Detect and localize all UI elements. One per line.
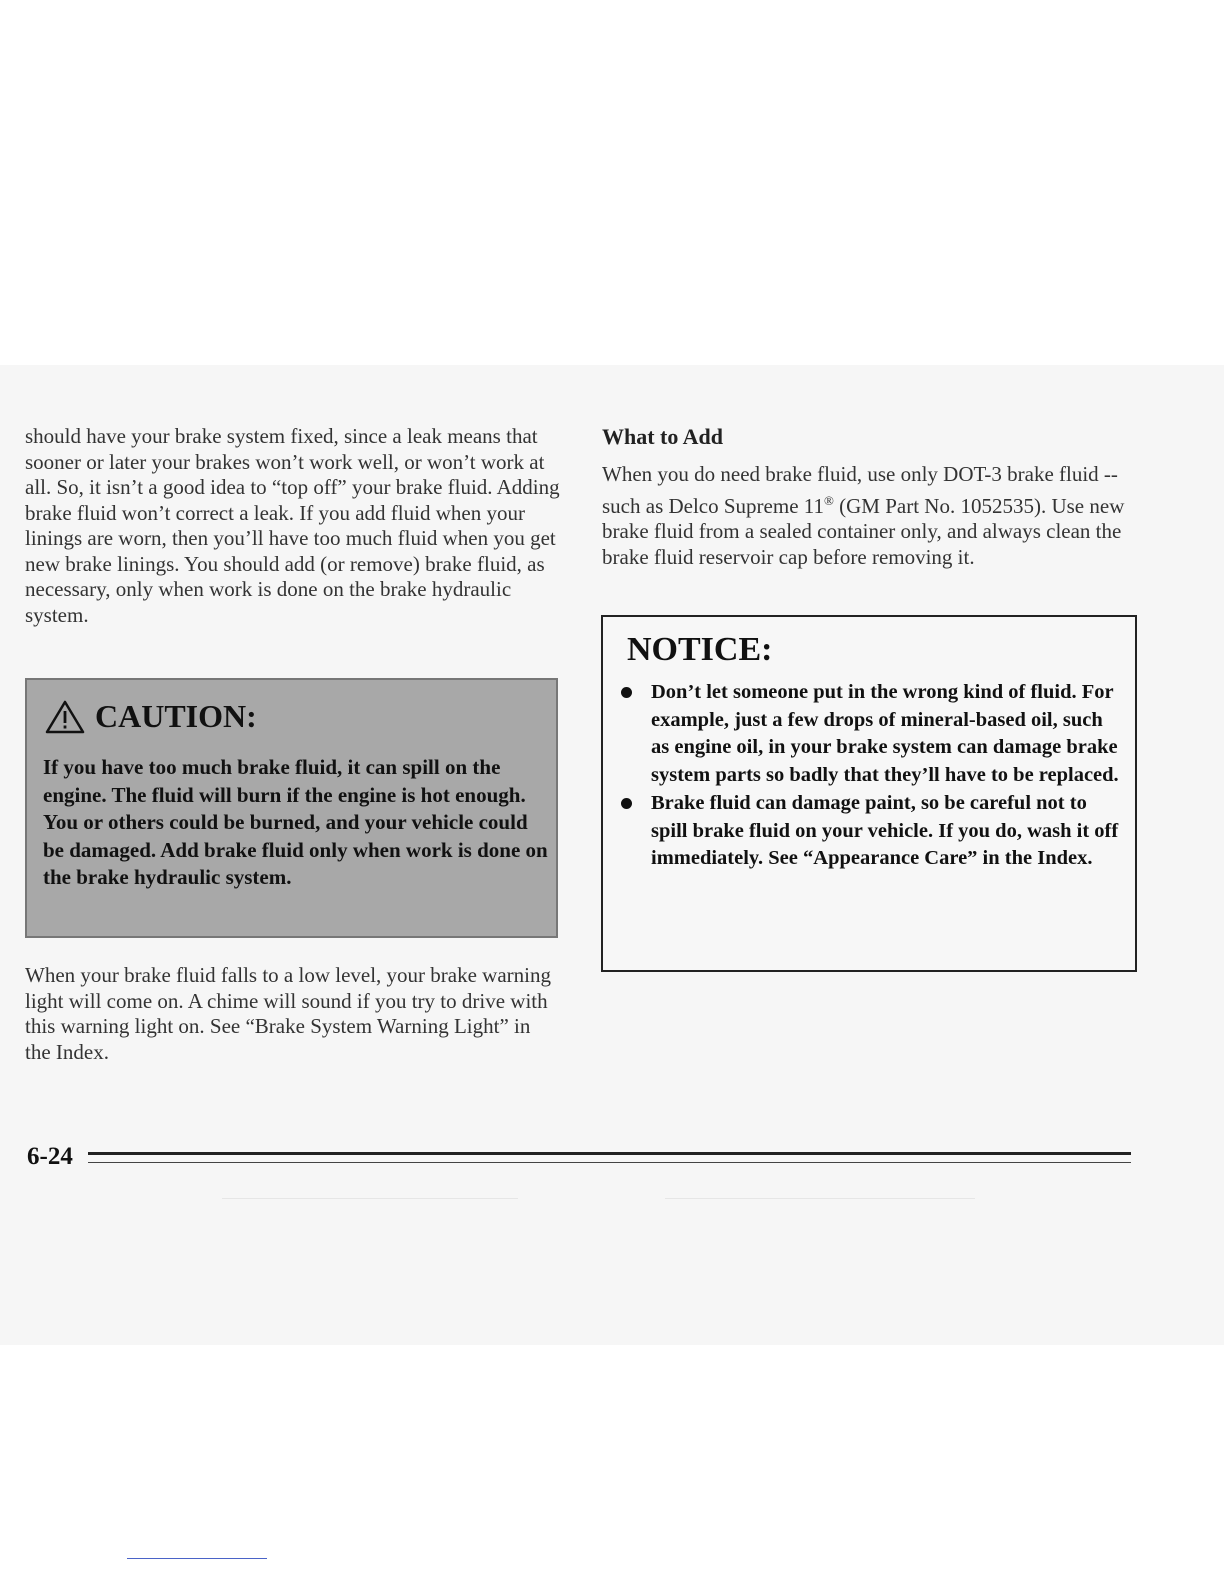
link-underline <box>127 1558 267 1559</box>
part-number-text: (GM Part No. 1052535). Use new brake fluid from a sealed container only, and always clean the brake fluid reservoir cap before removing it. <box>602 493 1125 569</box>
what-to-add-paragraph <box>602 462 1127 570</box>
footer-rule-thin <box>88 1162 1131 1163</box>
notice-item-text: Don’t let someone put in the wrong kind of fluid. For example, just a few drops of mineral-based oil, such as engine oil, in your brake system can damage brake system parts so badly that they’ll have to be replaced. <box>651 681 1119 787</box>
notice-box <box>601 615 1137 972</box>
page-number: 6-24 <box>27 1143 73 1170</box>
caution-box <box>25 678 558 938</box>
bullet-icon <box>621 687 632 698</box>
caution-heading <box>45 698 257 735</box>
footer-rule <box>88 1152 1131 1155</box>
notice-title: NOTICE: <box>627 631 773 668</box>
notice-list <box>603 679 1123 873</box>
warning-light-paragraph: When your brake fluid falls to a low level, your brake warning light will come on. A chime will sound if you try to drive with this warning light on. See “Brake System Warning Light” in the Index. <box>25 963 551 1064</box>
caution-text: If you have too much brake fluid, it can spill on the engine. The fluid will burn if the engine is hot enough. You or others could be burned, and your vehicle could be damaged. Add brake fluid only when work is done on the brake hydraulic system. <box>43 755 548 889</box>
notice-item <box>603 679 1123 790</box>
intro-paragraph: should have your brake system fixed, since a leak means that sooner or later your brakes won’t work well, or won’t work at all. So, it isn’t a good idea to “top off” your brake fluid. Adding brake fluid won’t correct a leak. If you add fluid when your linings are worn, then you’ll have too much fluid when you get new brake linings. You should add (or remove) brake fluid, as necessary, only when work is done on the brake hydraulic system. <box>25 424 560 627</box>
faint-divider <box>665 1198 975 1199</box>
caution-title: CAUTION: <box>95 698 257 734</box>
what-to-add-heading: What to Add <box>602 424 724 449</box>
notice-item-text: Brake fluid can damage paint, so be careful not to spill brake fluid on your vehicle. If you do, wash it off immediately. See “Appearance Care” in the Index. <box>651 791 1119 870</box>
faint-divider <box>222 1198 518 1199</box>
registered-trademark: ® <box>824 492 834 508</box>
notice-item <box>603 790 1123 873</box>
bullet-icon <box>621 798 632 809</box>
warning-triangle-icon <box>45 699 85 735</box>
fluid-spec-text: When you do need brake fluid, use only DOT-3 brake fluid -- such as Delco Supreme 11 <box>602 462 1118 518</box>
